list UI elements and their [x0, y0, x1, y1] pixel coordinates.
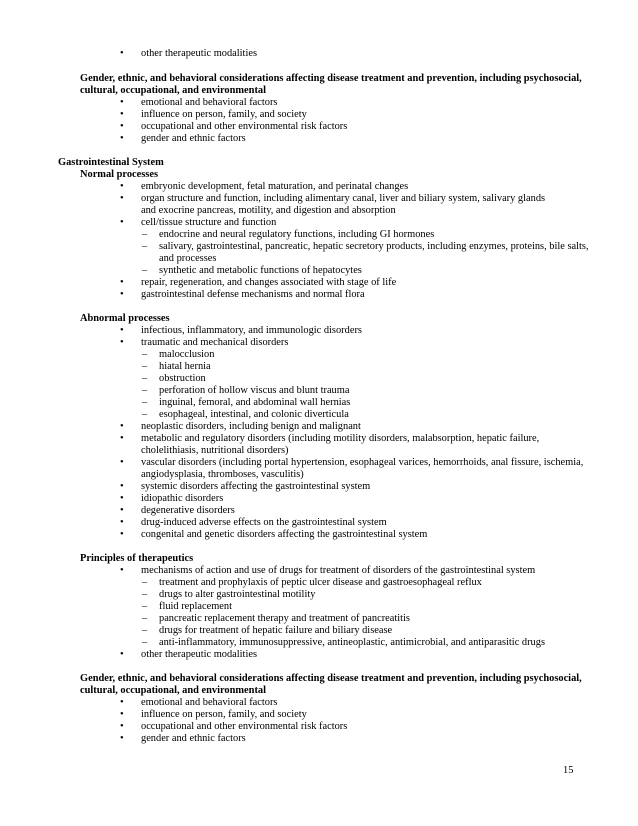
section-heading: Principles of therapeutics: [80, 553, 194, 564]
sub-item: drugs for treatment of hepatic failure and biliary disease: [159, 625, 393, 636]
list-item: cell/tissue structure and function: [141, 217, 277, 228]
sub-item: treatment and prophylaxis of peptic ulcer disease and gastroesophageal reflux: [159, 577, 482, 588]
sub-item: inguinal, femoral, and abdominal wall hernias: [159, 397, 351, 408]
sub-item: drugs to alter gastrointestinal motility: [159, 589, 316, 600]
list-item: influence on person, family, and society: [141, 109, 307, 120]
bullet: •: [120, 457, 124, 468]
sub-item: anti-inflammatory, immunosuppressive, antineoplastic, antimicrobial, and antiparasitic drugs: [159, 637, 545, 648]
sub-item: hiatal hernia: [159, 361, 211, 372]
dash: –: [142, 577, 148, 588]
sub-item: obstruction: [159, 373, 206, 384]
bullet: •: [120, 505, 124, 516]
bullet: •: [120, 109, 124, 120]
bullet: •: [120, 433, 124, 444]
bullet: •: [120, 481, 124, 492]
list-item: neoplastic disorders, including benign and malignant: [141, 421, 361, 432]
dash: –: [142, 349, 148, 360]
bullet: •: [120, 289, 124, 300]
section-heading: Normal processes: [80, 169, 159, 180]
list-item: gender and ethnic factors: [141, 733, 246, 744]
bullet: •: [120, 529, 124, 540]
list-item: traumatic and mechanical disorders: [141, 337, 289, 348]
bullet: •: [120, 697, 124, 708]
dash: –: [142, 613, 148, 624]
bullet: •: [120, 565, 124, 576]
bullet: •: [120, 277, 124, 288]
list-item: infectious, inflammatory, and immunologic disorders: [141, 325, 362, 336]
list-item: vascular disorders (including portal hypertension, esophageal varices, hemorrhoids, anal fissure, ischemia,: [141, 457, 584, 468]
bullet: •: [120, 649, 124, 660]
list-item: mechanisms of action and use of drugs for treatment of disorders of the gastrointestinal system: [141, 565, 536, 576]
list-item: other therapeutic modalities: [141, 48, 257, 59]
bullet: •: [120, 733, 124, 744]
sub-item: salivary, gastrointestinal, pancreatic, hepatic secretory products, including enzymes, proteins, bile salts,: [159, 241, 589, 252]
sub-item: synthetic and metabolic functions of hepatocytes: [159, 265, 362, 276]
dash: –: [142, 241, 148, 252]
list-item-cont: angiodysplasia, thromboses, vasculitis): [141, 469, 304, 480]
list-item: metabolic and regulatory disorders (including motility disorders, malabsorption, hepatic failure,: [141, 433, 540, 444]
bullet: •: [120, 325, 124, 336]
list-item: idiopathic disorders: [141, 493, 224, 504]
bullet: •: [120, 97, 124, 108]
list-item-cont: and exocrine pancreas, motility, and digestion and absorption: [141, 205, 396, 216]
sub-item: fluid replacement: [159, 601, 232, 612]
list-item: occupational and other environmental risk factors: [141, 121, 348, 132]
dash: –: [142, 601, 148, 612]
bullet: •: [120, 133, 124, 144]
list-item: repair, regeneration, and changes associated with stage of life: [141, 277, 397, 288]
dash: –: [142, 265, 148, 276]
list-item: occupational and other environmental risk factors: [141, 721, 348, 732]
bullet: •: [120, 493, 124, 504]
list-item: congenital and genetic disorders affecting the gastrointestinal system: [141, 529, 428, 540]
bullet: •: [120, 709, 124, 720]
sub-item: endocrine and neural regulatory functions, including GI hormones: [159, 229, 435, 240]
section-heading: Gender, ethnic, and behavioral considerations affecting disease treatment and prevention, including psychosocial,: [80, 673, 582, 684]
bullet: •: [120, 121, 124, 132]
sub-item: esophageal, intestinal, and colonic diverticula: [159, 409, 349, 420]
list-item: degenerative disorders: [141, 505, 235, 516]
section-heading: Gender, ethnic, and behavioral considerations affecting disease treatment and prevention, including psychosocial,: [80, 73, 582, 84]
sub-item: pancreatic replacement therapy and treatment of pancreatitis: [159, 613, 410, 624]
dash: –: [142, 229, 148, 240]
list-item: influence on person, family, and society: [141, 709, 307, 720]
sub-item: malocclusion: [159, 349, 215, 360]
bullet: •: [120, 193, 124, 204]
list-item: embryonic development, fetal maturation, and perinatal changes: [141, 181, 409, 192]
section-heading-cont: cultural, occupational, and environmental: [80, 85, 266, 96]
dash: –: [142, 589, 148, 600]
list-item: emotional and behavioral factors: [141, 97, 278, 108]
dash: –: [142, 397, 148, 408]
bullet: •: [120, 517, 124, 528]
dash: –: [142, 637, 148, 648]
list-item: other therapeutic modalities: [141, 649, 257, 660]
list-item: systemic disorders affecting the gastrointestinal system: [141, 481, 371, 492]
list-item: drug-induced adverse effects on the gastrointestinal system: [141, 517, 387, 528]
page-number: 15: [563, 765, 574, 776]
list-item: gender and ethnic factors: [141, 133, 246, 144]
dash: –: [142, 625, 148, 636]
section-heading-cont: cultural, occupational, and environmental: [80, 685, 266, 696]
dash: –: [142, 385, 148, 396]
dash: –: [142, 361, 148, 372]
bullet: •: [120, 181, 124, 192]
bullet: •: [120, 217, 124, 228]
list-item: organ structure and function, including alimentary canal, liver and biliary system, salivary glands: [141, 193, 546, 204]
bullet: •: [120, 337, 124, 348]
list-item: emotional and behavioral factors: [141, 697, 278, 708]
bullet: •: [120, 48, 124, 59]
dash: –: [142, 373, 148, 384]
dash: –: [142, 409, 148, 420]
list-item-cont: cholelithiasis, nutritional disorders): [141, 445, 289, 456]
sub-item-cont: and processes: [159, 253, 217, 264]
system-title: Gastrointestinal System: [58, 157, 164, 168]
section-heading: Abnormal processes: [80, 313, 170, 324]
list-item: gastrointestinal defense mechanisms and normal flora: [141, 289, 365, 300]
bullet: •: [120, 721, 124, 732]
sub-item: perforation of hollow viscus and blunt trauma: [159, 385, 350, 396]
bullet: •: [120, 421, 124, 432]
